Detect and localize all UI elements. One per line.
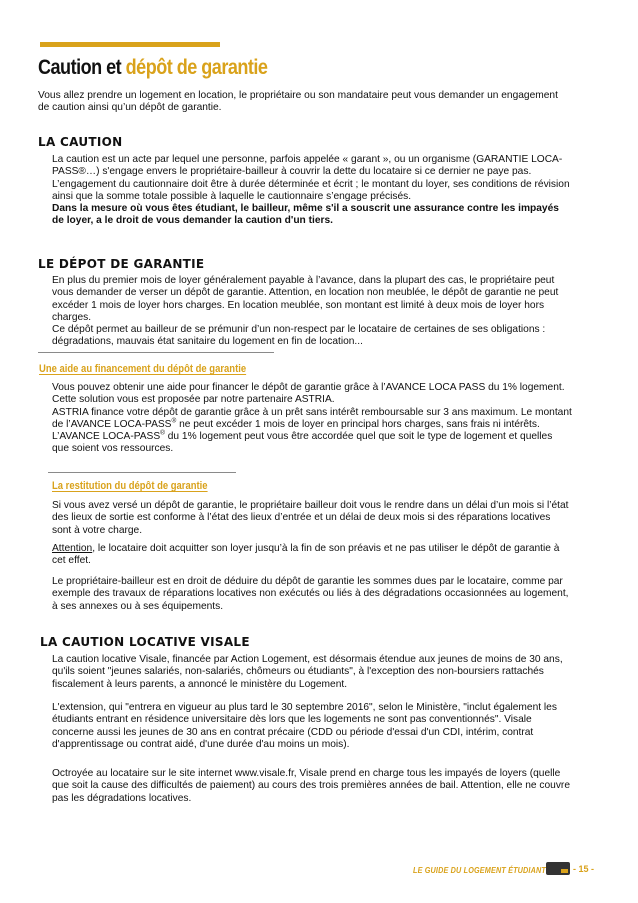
visale-line: d'apprentissage ou contrat aidé, d'une durée d'au moins un mois). [52, 738, 350, 750]
restitution-line: des lieux de sortie est conforme à l’état des lieux d’entrée et un délai de deux mois si des réparations locatives [52, 512, 551, 524]
visale-line: fiscalement à leurs parents, a annoncé le ministère du Logement. [52, 678, 348, 690]
visale-line: pas les dégradations locatives. [52, 792, 192, 804]
section-heading-caution: LA CAUTION [38, 135, 123, 149]
aide-paragraph [52, 382, 598, 456]
depot-paragraph [52, 275, 598, 349]
visale-line: Octroyée au locataire sur le site internet www.visale.fr, Visale prend en charge tous les impayés de loyers (quelle [52, 768, 561, 779]
restitution-line: à ses annexes ou à ses équipements. [52, 600, 224, 612]
footer-guide-title: LE GUIDE DU LOGEMENT ÉTUDIANT [413, 865, 546, 875]
depot-line: excéder 1 mois de loyer hors charges. En location meublée, son montant est limité à deux mois de loyer hors [52, 299, 545, 311]
aide-line-4-a: de l’AVANCE LOCA-PASS [52, 418, 172, 430]
aide-line: Cette solution vous est proposée par notre partenaire ASTRIA. [52, 394, 335, 406]
visale-line: que soit la cause des difficultés de paiement) au cours des trois premières années de bail. Attention, elle ne couvre [52, 780, 570, 792]
visale-paragraph-3 [52, 768, 598, 805]
caution-bold-line: Dans la mesure où vous êtes étudiant, le bailleur, même s'il a souscrit une assurance contre les impayés [52, 203, 559, 215]
caution-line: La caution est un acte par lequel une personne, parfois appelée « garant », ou un organisme (GARANTIE LOCA- [52, 154, 563, 165]
visale-line: La caution locative Visale, financée par Action Logement, est désormais étendue aux jeunes de moins de 30 ans, [52, 654, 563, 665]
depot-line: En plus du premier mois de loyer généralement payable à l’avance, dans la plupart des cas, le propriétaire peut [52, 275, 555, 286]
depot-line: vous demander de verser un dépôt de garantie. Attention, en location non meublée, le dépôt de garantie ne peut [52, 287, 559, 299]
caution-line: PASS®…) s'engage envers le propriétaire-bailleur à couvrir la dette du locataire si ce dernier ne paye pas. [52, 166, 532, 178]
top-accent-rule [40, 42, 220, 47]
aide-line-4 [52, 419, 598, 431]
title-part-2: dépôt de garantie [125, 56, 268, 79]
aide-line-5-a: L’AVANCE LOCA-PASS [52, 431, 161, 443]
attention-word: Attention [52, 543, 93, 554]
registered-mark: ® [160, 429, 165, 437]
restitution-line: cet effet. [52, 555, 91, 567]
restitution-paragraph-3 [52, 576, 598, 613]
section-heading-visale: LA CAUTION LOCATIVE VISALE [40, 635, 250, 649]
visale-line: L'extension, qui "entrera en vigueur au plus tard le 30 septembre 2016", selon le Ministère, "inclut également les [52, 702, 557, 713]
visale-line: qu'ils soient "jeunes salariés, non-salariés, chômeurs ou étudiants", à l'exception des non-boursiers rattachés [52, 666, 544, 678]
visale-line: concerne aussi les jeunes de 30 ans en contrat précaire (CDD ou période d'essai d'un CDI, intérim, contrat [52, 726, 534, 738]
aide-heading-rule [38, 352, 274, 353]
page-title [38, 56, 267, 80]
visale-paragraph-2 [52, 702, 598, 751]
restitution-line: exemple des travaux de réparations locatives non exécutés ou liés à des dégradations occasionnées au logement, [52, 588, 569, 600]
intro-paragraph [38, 90, 598, 115]
aide-line-5 [52, 431, 598, 443]
aide-line-4-b: ne peut excéder 1 mois de loyer en principal hors charges, sans frais ni intérêts. [176, 418, 540, 430]
brand-logo-icon [546, 862, 570, 875]
restitution-paragraph-1 [52, 500, 598, 537]
intro-line: de caution ainsi qu’un dépôt de garantie. [38, 102, 222, 114]
restitution-line: sont à votre charge. [52, 524, 143, 536]
restitution-line: Si vous avez versé un dépôt de garantie, le propriétaire bailleur doit vous le rendre dans un délai d’un mois si l’état [52, 500, 569, 511]
restitution-attention-rest: , le locataire doit acquitter son loyer jusqu’à la fin de son préavis et ne pas utiliser le dépôt de garantie à [92, 543, 560, 554]
visale-paragraph-1 [52, 654, 598, 691]
visale-line: étudiants entrant en résidence universitaire dès lors que les logements ne sont pas conventionnés". Visale [52, 714, 532, 726]
depot-line: charges. [52, 311, 92, 323]
restitution-paragraph-2 [52, 543, 598, 568]
aide-line: que soient vos ressources. [52, 443, 174, 455]
depot-line: Ce dépôt permet au bailleur de se prémunir d’un non-respect par le locataire de certaines de ses obligations : [52, 324, 546, 336]
title-part-1: Caution et [38, 56, 122, 79]
aide-line: ASTRIA finance votre dépôt de garantie grâce à un prêt sans intérêt remboursable sur 3 ans maximum. Le montant [52, 406, 572, 418]
section-heading-depot: LE DÉPOT DE GARANTIE [38, 257, 205, 271]
aide-line: Vous pouvez obtenir une aide pour financer le dépôt de garantie grâce à l’AVANCE LOCA PASS du 1% logement. [52, 382, 565, 393]
depot-line: dégradations, mauvais état sanitaire du logement en fin de location... [52, 336, 363, 348]
page-number: - 15 - [573, 864, 595, 874]
intro-line: Vous allez prendre un logement en location, le propriétaire ou son mandataire peut vous demander un engagement [38, 90, 558, 101]
caution-bold-line: de loyer, a le droit de vous demander la caution d'un tiers. [52, 215, 333, 227]
restitution-heading-rule [48, 472, 236, 473]
restitution-line: Le propriétaire-bailleur est en droit de déduire du dépôt de garantie les sommes dues par le locataire, comme par [52, 576, 563, 587]
registered-mark: ® [171, 417, 177, 425]
caution-line: L’engagement du cautionnaire doit être à durée déterminée et écrit ; le montant du loyer, ses conditions de révision [52, 178, 570, 190]
restitution-line-attention [52, 543, 598, 555]
caution-paragraph [52, 154, 598, 228]
aide-line-5-b: du 1% logement peut vous être accordée quel que soit le type de logement et quelles [164, 431, 553, 443]
subheading-restitution: La restitution du dépôt de garantie [52, 480, 208, 492]
caution-line: ainsi que la somme totale possible à laquelle le cautionnaire s’engage précisés. [52, 190, 412, 202]
subheading-aide: Une aide au financement du dépôt de garantie [39, 363, 247, 375]
